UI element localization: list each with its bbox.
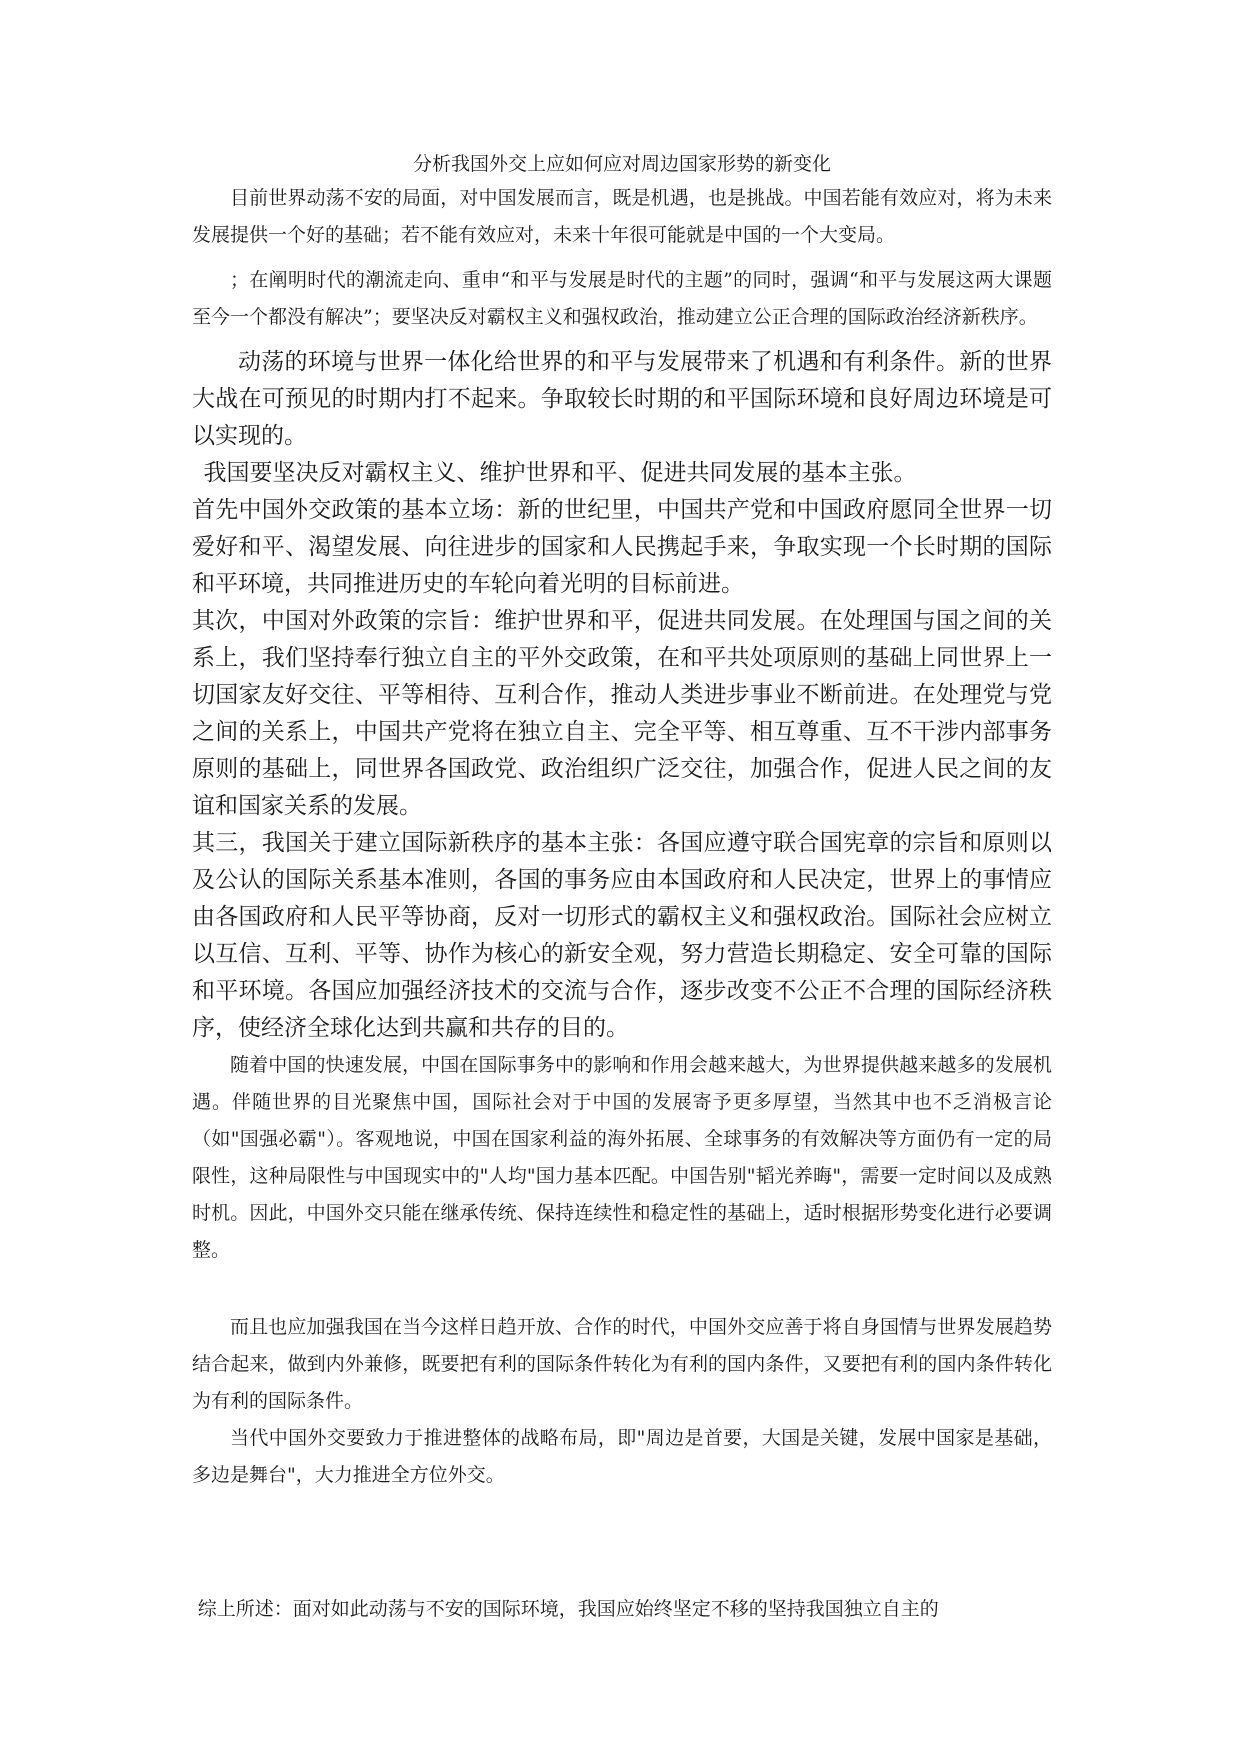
document-body — [192, 150, 1052, 1494]
paragraph-basic-position: 我国要坚决反对霸权主义、维护世界和平、促进共同发展的基本主张。 — [203, 460, 917, 486]
paragraph-conclusion: 综上所述：面对如此动荡与不安的国际环境，我国应始终坚定不移的坚持我国独立自主的 — [197, 1598, 939, 1620]
paragraph-third-new-order: 其三，我国关于建立国际新秩序的基本主张：各国应遵守联合国宪章的宗旨和原则以及公认的国际关系基本准则，各国的事务应由本国政府和人民决定，世界上的事情应由各国政府和人民平等协商，反对一切形式的霸权主义和强权政治。国际社会应树立以互信、互利、平等、协作为核心的新安全观，努力营造长期稳定、安全可靠的国际和平环境。各国应加强经济技术的交流与合作，逐步改变不公正不合理的国际经济秩序，使经济全球化达到共赢和共存的目的。 — [192, 830, 1052, 1041]
paragraph-strategic-layout: 当代中国外交要致力于推进整体的战略布局，即"周边是首要，大国是关键，发展中国家是基础，多边是舞台"，大力推进全方位外交。 — [192, 1427, 1052, 1486]
document-title: 分析我国外交上应如何应对周边国家形势的新变化 — [412, 153, 831, 175]
paragraph-rapid-development: 随着中国的快速发展，中国在国际事务中的影响和作用会越来越大，为世界提供越来越多的发展机遇。伴随世界的目光聚焦中国，国际社会对于中国的发展寄予更多厚望，当然其中也不乏消极言论（如"国强必霸"）。客观地说，中国在国家利益的海外拓展、全球事务的有效解决等方面仍有一定的局限性，这种局限性与中国现实中的"人均"国力基本匹配。中国告别"韬光养晦"，需要一定时间以及成熟时机。因此，中国外交只能在继承传统、保持连续性和稳定性的基础上，适时根据形势变化进行必要调整。 — [192, 1054, 1052, 1261]
paragraph-turbulent-environment: 动荡的环境与世界一体化给世界的和平与发展带来了机遇和有利条件。新的世界大战在可预见的时期内打不起来。争取较长时期的和平国际环境和良好周边环境是可以实现的。 — [192, 349, 1052, 449]
paragraph-strengthen: 而且也应加强我国在当今这样日趋开放、合作的时代，中国外交应善于将自身国情与世界发展趋势结合起来，做到内外兼修，既要把有利的国际条件转化为有利的国内条件，又要把有利的国内条件转化为有利的国际条件。 — [192, 1316, 1052, 1412]
paragraph-first-stance: 首先中国外交政策的基本立场：新的世纪里，中国共产党和中国政府愿同全世界一切爱好和平、渴望发展、向往进步的国家和人民携起手来，争取实现一个长时期的国际和平环境，共同推进历史的车轮向着光明的目标前进。 — [192, 497, 1052, 597]
paragraph-peace-development: ；在阐明时代的潮流走向、重申“和平与发展是时代的主题”的同时，强调“和平与发展这两大课题至今一个都没有解决”；要坚决反对霸权主义和强权政治，推动建立公正合理的国际政治经济新秩序。 — [192, 269, 1052, 328]
paragraph-opportunity-challenge: 目前世界动荡不安的局面，对中国发展而言，既是机遇，也是挑战。中国若能有效应对，将为未来发展提供一个好的基础；若不能有效应对，未来十年很可能就是中国的一个大变局。 — [192, 187, 1052, 246]
paragraph-second-purpose: 其次，中国对外政策的宗旨：维护世界和平，促进共同发展。在处理国与国之间的关系上，我们坚持奉行独立自主的平外交政策，在和平共处项原则的基础上同世界上一切国家友好交往、平等相待、互利合作，推动人类进步事业不断前进。在处理党与党之间的关系上，中国共产党将在独立自主、完全平等、相互尊重、互不干涉内部事务原则的基础上，同世界各国政党、政治组织广泛交往，加强合作，促进人民之间的友谊和国家关系的发展。 — [192, 608, 1052, 819]
